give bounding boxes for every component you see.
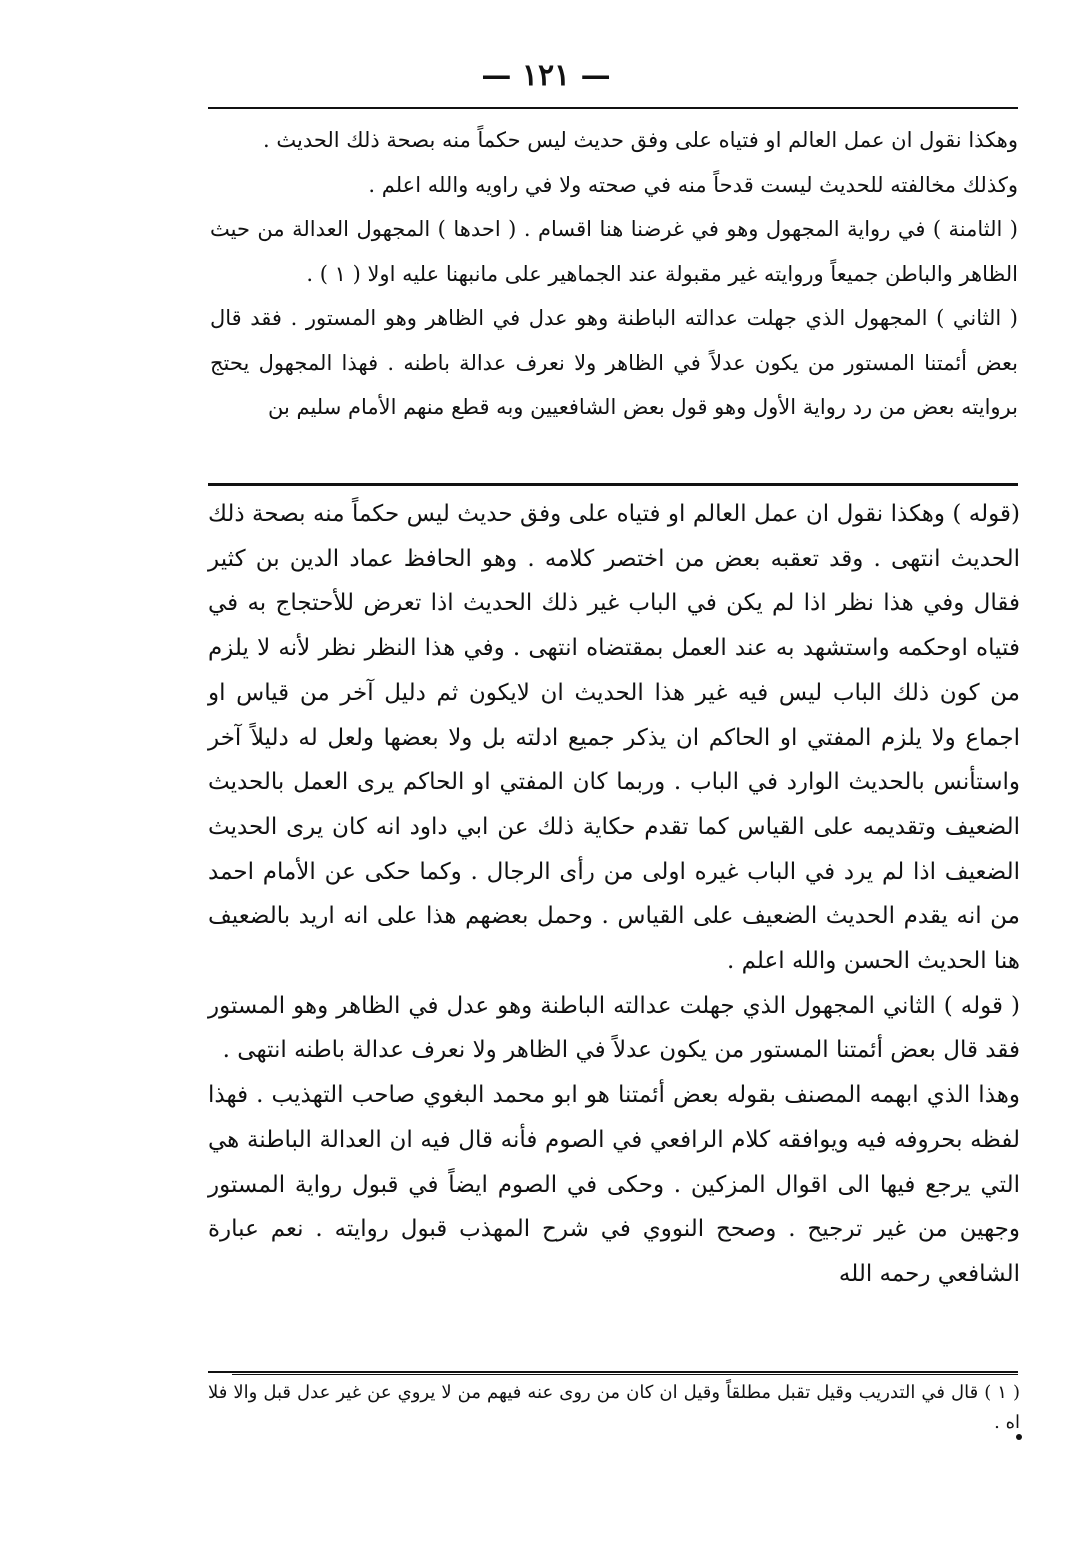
main-paragraph-2: وكذلك مخالفته للحديث ليست قدحاً منه في صحته ولا في راويه والله اعلم .: [368, 172, 1018, 197]
commentary-paragraph-2: ( قوله ) الثاني المجهول الذي جهلت عدالته الباطنة وهو عدل في الظاهر وهو المستور فقد قال بعض أئمتنا المستور من يكون عدلاً في الظاهر ولا نعرف عدالة باطنه انتهى .: [208, 992, 1020, 1064]
commentary-paragraph-1: (قوله ) وهكذا نقول ان عمل العالم او فتياه على وفق حديث ليس حكماً منه بصحة ذلك الحديث انتهى . وقد تعقبه بعض من اختصر كلامه . وهو الحافظ عماد الدين بن كثير فقال وفي هذا نظر اذا لم يكن في الباب غير ذلك الحديث اذا تعرض للأحتجاج به في فتياه اوحكمه واستشهد به عند العمل بمقتضاه انتهى . وفي هذا النظر نظر لأنه لا يلزم من كون ذلك الباب ليس فيه غير هذا الحديث ان لايكون ثم دليل آخر من قياس او اجماع ولا يلزم المفتي او الحاكم ان يذكر جميع ادلته بل ولا بعضها ولعل له دليلاً آخر واستأنس بالحديث الوارد في الباب . وربما كان المفتي او الحاكم يرى العمل بالحديث الضعيف وتقديمه على القياس كما تقدم حكاية ذلك عن ابي داود انه كان يرى الحديث الضعيف اذا لم يرد في الباب غيره اولى من رأى الرجال . وكما حكى عن الأمام احمد من انه يقدم الحديث الضعيف على القياس . وحمل بعضهم هذا على انه اريد بالضعيف هنا الحديث الحسن والله اعلم .: [208, 501, 1020, 975]
bullet-mark: [1016, 1434, 1022, 1440]
commentary-separator-rule: [208, 483, 1018, 486]
main-text: [210, 118, 1018, 430]
page-number: — ١٢١ —: [481, 58, 611, 93]
footnote-text: ( ١ ) قال في التدريب وقيل تقبل مطلقاً وقيل ان كان من روى عنه فيهم من لا يروي عن غير عدل قبل والا فلا اه .: [208, 1382, 1020, 1433]
main-paragraph-4: ( الثاني ) المجهول الذي جهلت عدالته الباطنة وهو عدل في الظاهر وهو المستور . فقد قال بعض أئمتنا المستور من يكون عدلاً في الظاهر ولا نعرف عدالة باطنه . فهذا المجهول يحتج بروايته بعض من رد رواية الأول وهو قول بعض الشافعيين وبه قطع منهم الأمام سليم بن: [210, 306, 1018, 419]
main-paragraph-3: ( الثامنة ) في رواية المجهول وهو في غرضنا هنا اقسام . ( احدها ) المجهول العدالة من حيث الظاهر والباطن جميعاً وروايته غير مقبولة عند الجماهير على مانبهنا عليه اولا ( ١ ) .: [210, 217, 1018, 286]
header-rule: [208, 107, 1018, 109]
footnote-rule: [232, 1374, 1018, 1375]
footnote-separator-rule: [208, 1371, 1018, 1373]
main-paragraph-1: وهكذا نقول ان عمل العالم او فتياه على وفق حديث ليس حكماً منه بصحة ذلك الحديث .: [263, 128, 1018, 152]
footnote: [208, 1378, 1020, 1438]
commentary-text: [208, 492, 1020, 1297]
commentary-paragraph-3: وهذا الذي ابهمه المصنف بقوله بعض أئمتنا هو ابو محمد البغوي صاحب التهذيب . فهذا لفظه بحروفه فيه ويوافقه كلام الرافعي في الصوم فأنه قال فيه ان العدالة الباطنة هي التي يرجع فيها الى اقوال المزكين . وحكى في الصوم ايضاً في قبول رواية المستور وجهين من غير ترجيح . وصحح النووي في شرح المهذب قبول روايته . نعم عبارة الشافعي رحمه الله: [208, 1082, 1020, 1287]
